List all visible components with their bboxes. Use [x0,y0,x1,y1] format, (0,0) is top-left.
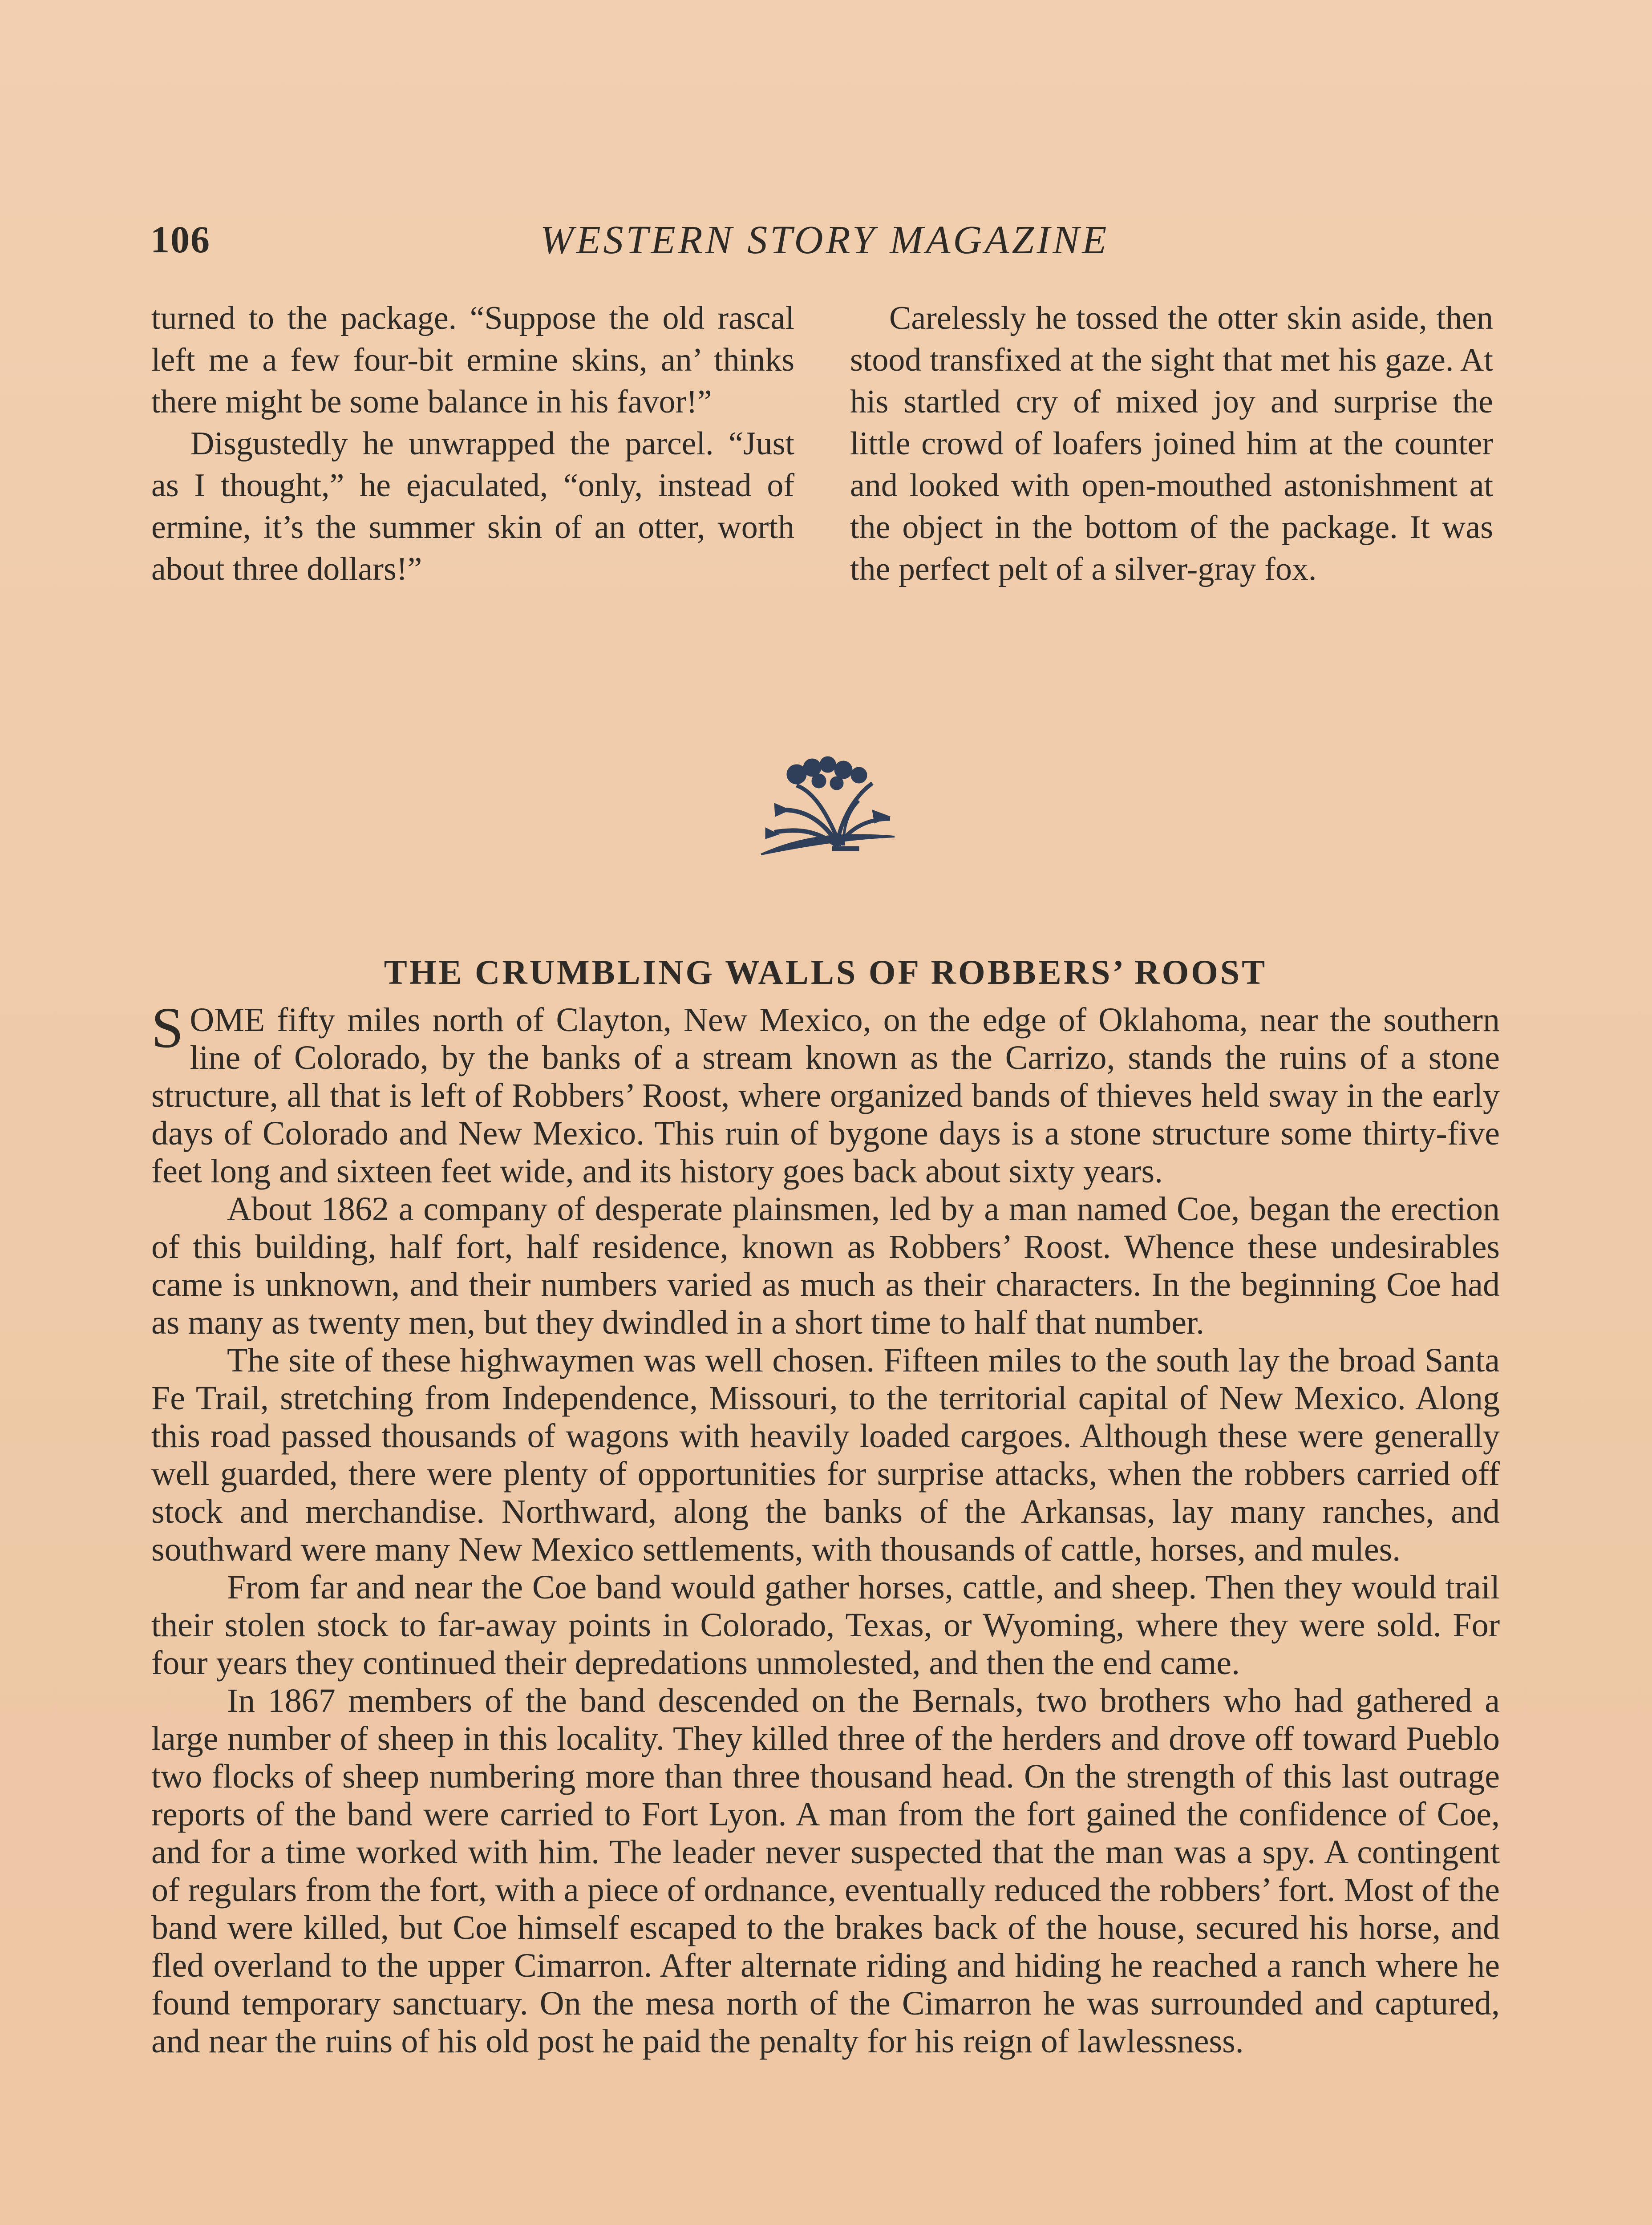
story-end-left-column [151,297,794,590]
first-paragraph-text: OME fifty miles north of Clayton, New Mexico, on the edge of Oklahoma, near the southern line of Colorado, by the banks of a stream known as the Carrizo, stands the ruins of a stone structure, all that is left of Robbers’ Roost, where organized bands of thieves held sway in the early days of Colorado and New Mexico. This ruin of bygone days is a stone structure some thirty-five feet long and sixteen feet wide, and its history goes back about sixty years. [151,1001,1500,1190]
drop-cap: S [151,996,184,1060]
paragraph: About 1862 a company of desperate plainsmen, led by a man named Coe, began the erection of this building, half fort, half residence, known as Robbers’ Roost. Whence these undesirables came is unknown, and their numbers varied as much as their characters. In the beginning Coe had as many as twenty men, but they dwindled in a short time to half that number. [151,1190,1500,1341]
magazine-title: WESTERN STORY MAGAZINE [540,218,1109,262]
paragraph: Carelessly he tossed the otter skin aside, then stood transfixed at the sight that met his gaze. At his startled cry of mixed joy and surprise the little crowd of loafers joined him at the counter and looked with open-mouthed astonishment at the object in the bottom of the package. It was the perfect pelt of a silver-gray fox. [850,300,1493,587]
page-number: 106 [150,218,211,261]
running-header [150,217,1499,275]
first-paragraph [151,996,1500,1190]
article-title: THE CRUMBLING WALLS OF ROBBERS’ ROOST [384,953,1267,991]
flower-vignette-icon [748,743,903,877]
paragraph: From far and near the Coe band would gather horses, cattle, and sheep. Then they would trail their stolen stock to far-away points in Colorado, Texas, or Wyoming, where they were sold. For four years they continued their depredations unmolested, and then the end came. [151,1569,1500,1682]
story-end-right-column [850,297,1493,590]
paragraph: turned to the package. “Suppose the old rascal left me a few four-bit ermine skins, an’ thinks there might be some balance in his favor!” [151,300,794,420]
paragraph: In 1867 members of the band descended on the Bernals, two brothers who had gathered a large number of sheep in this locality. They killed three of the herders and drove off toward Pueblo two flocks of sheep numbering more than three thousand head. On the strength of this last outrage reports of the band were carried to Fort Lyon. A man from the fort gained the confidence of Coe, and for a time worked with him. The leader never suspected that the man was a spy. A contingent of regulars from the fort, with a piece of ordnance, eventually reduced the robbers’ fort. Most of the band were killed, but Coe himself escaped to the brakes back of the house, secured his horse, and fled overland to the upper Cimarron. After alternate riding and hiding he reached a ranch where he found temporary sanctuary. On the mesa north of the Cimarron he was surrounded and captured, and near the ruins of his old post he paid the penalty for his reign of lawlessness. [151,1682,1500,2060]
paragraph: Disgustedly he unwrapped the parcel. “Just as I thought,” he ejaculated, “only, instead of ermine, it’s the summer skin of an otter, worth about three dollars!” [151,425,794,587]
paragraph: The site of these highwaymen was well chosen. Fifteen miles to the south lay the broad Santa Fe Trail, stretching from Independence, Missouri, to the territorial capital of New Mexico. Along this road passed thousands of wagons with heavily loaded cargoes. Although these were generally well guarded, there were plenty of opportunities for surprise attacks, when the robbers carried off stock and merchandise. Northward, along the banks of the Arkansas, lay many ranches, and southward were many New Mexico settlements, with thousands of cattle, horses, and mules. [151,1342,1500,1568]
article-body [151,996,1500,2060]
